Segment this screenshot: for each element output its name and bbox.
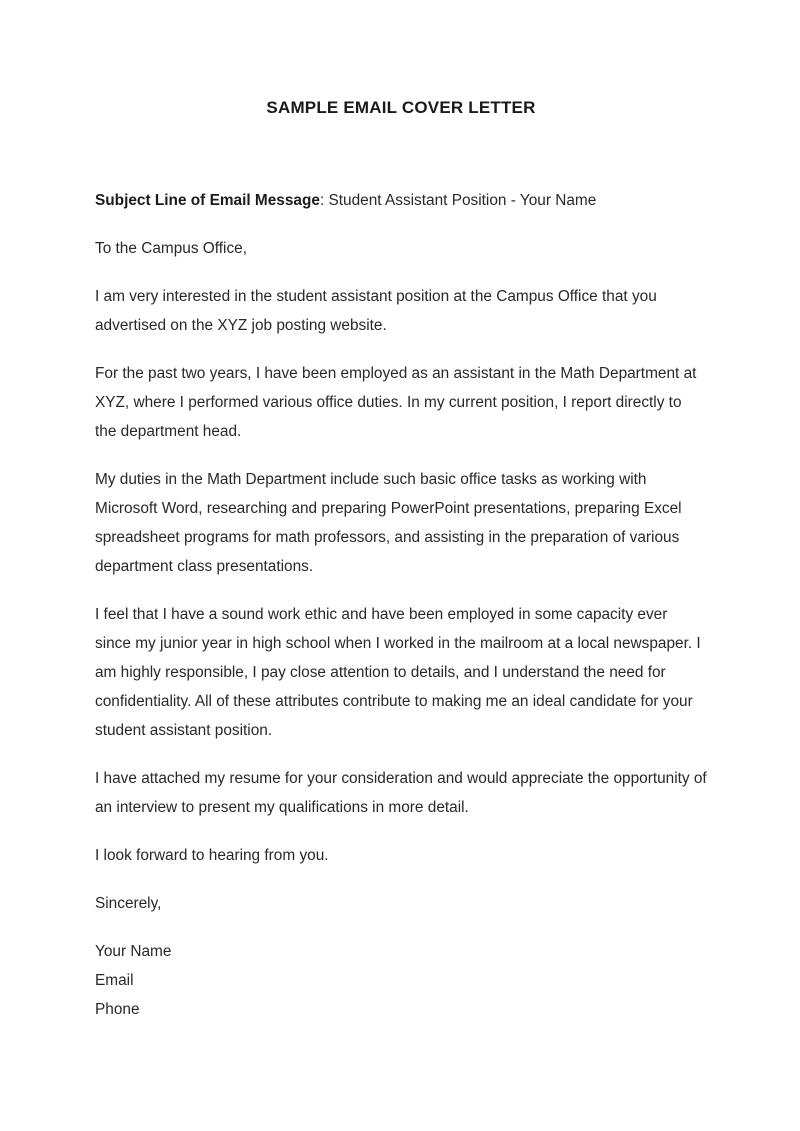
body-paragraph-2: For the past two years, I have been employed as an assistant in the Math Department at XYZ, where I performed various office duties. In my current position, I report directly to the department head.: [95, 365, 697, 440]
closing-salutation: Sincerely,: [95, 895, 162, 912]
body-paragraph-6: I look forward to hearing from you.: [95, 847, 329, 864]
signature-name: Your Name: [95, 943, 172, 960]
subject-line-value: : Student Assistant Position - Your Name: [319, 192, 597, 209]
signature-phone: Phone: [95, 1001, 140, 1018]
body-paragraph-5: I have attached my resume for your consideration and would appreciate the opportunity of an interview to present my qualifications in more detail.: [95, 770, 707, 816]
body-paragraph-1: I am very interested in the student assistant position at the Campus Office that you advertised on the XYZ job posting website.: [95, 288, 657, 334]
letter-content: [95, 0, 707, 1024]
salutation: To the Campus Office,: [95, 240, 247, 257]
body-paragraph-4: I feel that I have a sound work ethic and have been employed in some capacity ever since my junior year in high school when I worked in the mailroom at a local newspaper. I am highly responsible, I pay close attention to details, and I understand the need for confidentiality. All of these attributes contribute to making me an ideal candidate for your student assistant position.: [95, 606, 701, 739]
signature-email: Email: [95, 972, 134, 989]
subject-line-label: Subject Line of Email Message: [95, 192, 320, 209]
body-paragraph-3: My duties in the Math Department include such basic office tasks as working with Microsoft Word, researching and preparing PowerPoint presentations, preparing Excel spreadsheet programs for math professors, and assisting in the preparation of various department class presentations.: [95, 471, 682, 575]
page-title: SAMPLE EMAIL COVER LETTER: [266, 98, 536, 117]
subject-line: [95, 186, 707, 215]
